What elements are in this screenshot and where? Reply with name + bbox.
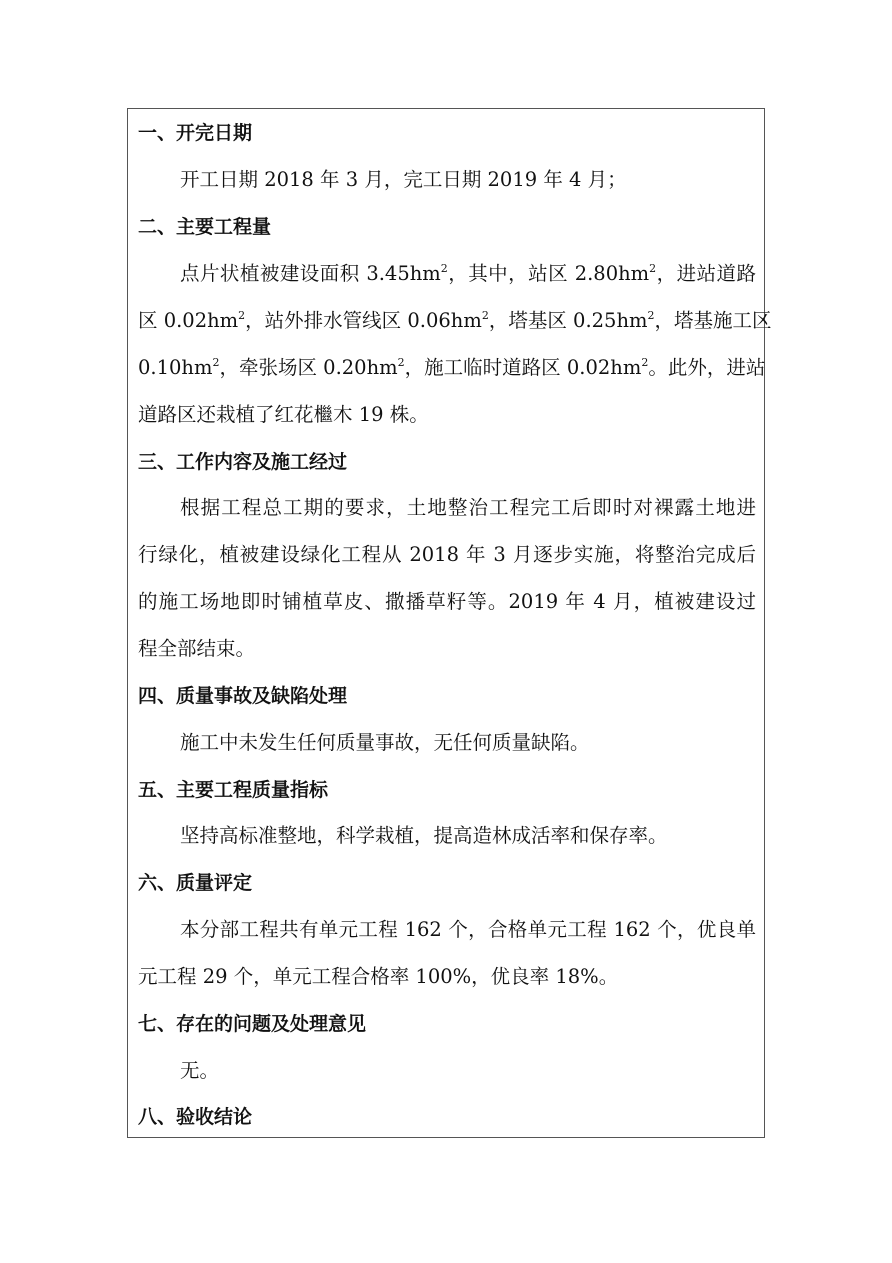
paragraph-line: 根据工程总工期的要求，土地整治工程完工后即时对裸露土地进 <box>180 496 756 519</box>
superscript-two: 2 <box>641 356 649 369</box>
superscript-two: 2 <box>397 356 405 369</box>
section-heading: 八、验收结论 <box>138 1106 253 1128</box>
paragraph-line: $0.10hm^2$，牵张场区 $0.20hm^2$，施工临时道路区 $0.02hm^2$。此外，进站 <box>138 356 766 379</box>
document-table-cell <box>127 108 772 1138</box>
section-heading: 五、主要工程质量指标 <box>138 779 329 801</box>
paragraph-line: 点片状植被建设面积 $3.45hm^2$，其中，站区 $2.80hm^2$，进站道路 <box>180 262 756 285</box>
paragraph-line: 程全部结束。 <box>138 637 256 660</box>
section-heading: 一、开完日期 <box>138 122 253 144</box>
superscript-two: 2 <box>212 356 220 369</box>
paragraph-line: 行绿化，植被建设绿化工程从 2018 年 3 月逐步实施，将整治完成后 <box>138 543 756 566</box>
superscript-two: 2 <box>647 309 655 322</box>
superscript-two: 2 <box>440 262 448 275</box>
paragraph-line: 元工程 29 个，单元工程合格率 100%，优良率 18%。 <box>138 965 619 988</box>
paragraph-line: 无。 <box>180 1059 220 1082</box>
paragraph-line: 道路区还栽植了红花檵木 19 株。 <box>138 403 429 426</box>
section-heading: 二、主要工程量 <box>138 216 272 238</box>
section-heading: 四、质量事故及缺陷处理 <box>138 685 348 707</box>
superscript-two: 2 <box>649 262 657 275</box>
paragraph-line: 区 $0.02hm^2$，站外排水管线区 $0.06hm^2$，塔基区 $0.25hm^2$，塔基施工区 <box>138 309 772 332</box>
section-heading: 六、质量评定 <box>138 872 253 894</box>
paragraph-line: 本分部工程共有单元工程 162 个，合格单元工程 162 个，优良单 <box>180 918 756 941</box>
paragraph-line: 开工日期 2018 年 3 月，完工日期 2019 年 4 月； <box>180 168 627 191</box>
superscript-two: 2 <box>481 309 489 322</box>
paragraph-line: 施工中未发生任何质量事故，无任何质量缺陷。 <box>180 731 590 754</box>
section-heading: 三、工作内容及施工经过 <box>138 451 348 473</box>
superscript-two: 2 <box>238 309 246 322</box>
paragraph-line: 的施工场地即时铺植草皮、撒播草籽等。2019 年 4 月，植被建设过 <box>138 590 756 613</box>
section-heading: 七、存在的问题及处理意见 <box>138 1013 367 1035</box>
paragraph-line: 坚持高标准整地，科学栽植，提高造林成活率和保存率。 <box>180 824 668 847</box>
